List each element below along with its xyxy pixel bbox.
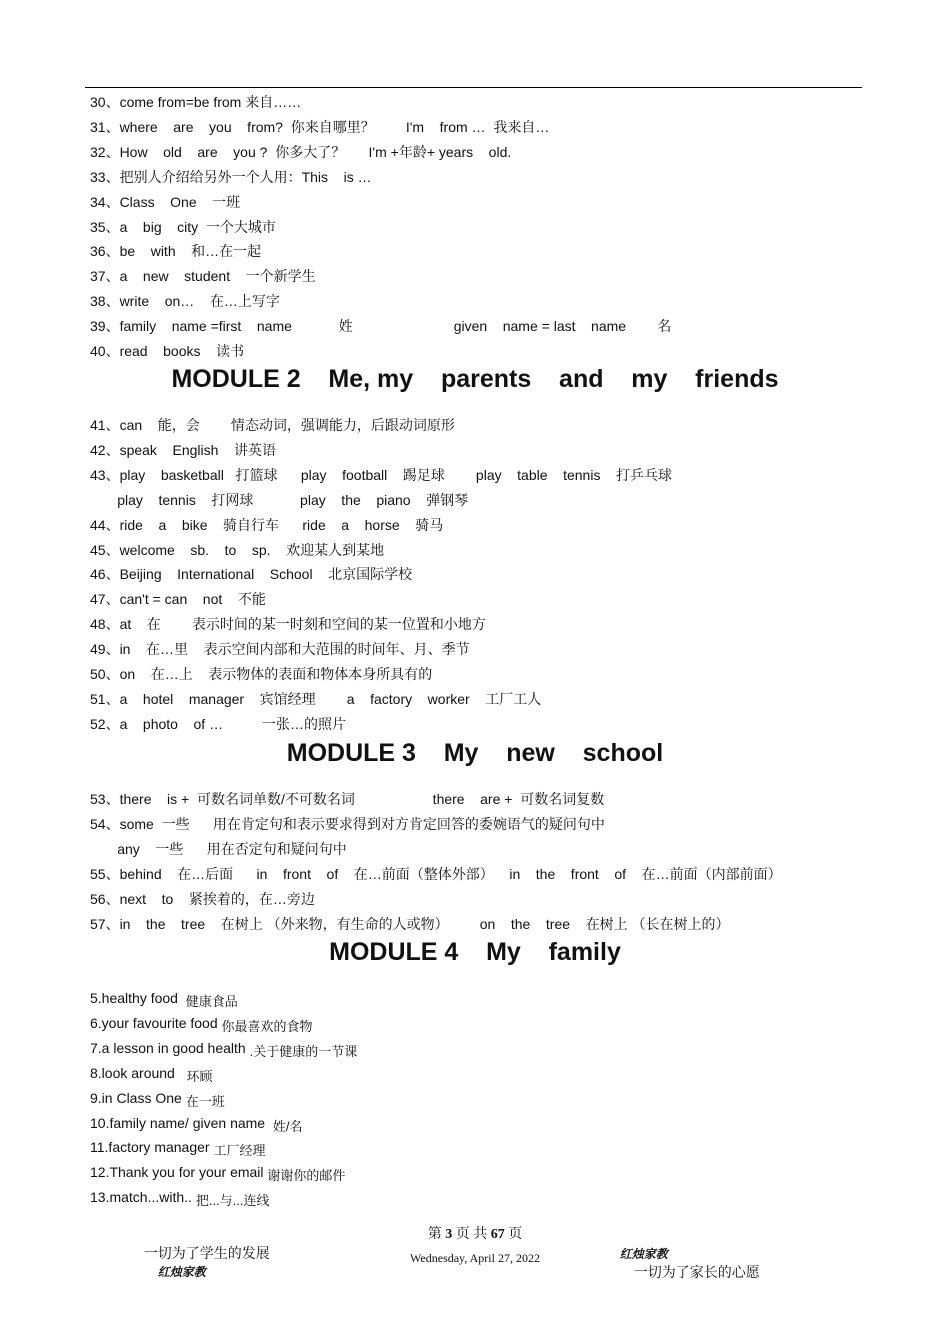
vocab-line: 32、How old are you ? 你多大了？ I'm +年龄+ years old. <box>90 143 512 160</box>
vocab-item <box>90 989 238 1008</box>
page-suffix: 页 <box>508 1227 523 1242</box>
vocab-line: 56、next to 紧挨着的，在…旁边 <box>90 890 315 907</box>
vocab-line: 31、where are you from? 你来自哪里？ I'm from … 我来自… <box>90 118 550 135</box>
vocab-line: 53、there is + 可数名词单数/不可数名词 there are + 可数名词复数 <box>90 791 605 807</box>
vocab-line: 33、把别人介绍给另外一个人用：This is … <box>90 168 372 185</box>
vocab-line: 42、speak English 讲英语 <box>90 441 276 458</box>
vocab-line: 39、family name =first name 姓 given name = last name 名 <box>90 318 672 335</box>
vocab-chinese: 健康食品 <box>185 994 238 1009</box>
vocab-line: 57、in the tree 在树上 （外来物，有生命的人或物） on the tree 在树上 （长在树上的） <box>90 915 730 932</box>
page-middle: 页 共 <box>455 1227 488 1242</box>
vocab-item <box>90 1064 213 1083</box>
vocab-line: 45、welcome sb. to sp. 欢迎某人到某地 <box>90 541 385 558</box>
vocab-line: 34、Class One 一班 <box>90 193 241 210</box>
vocab-line: 55、behind 在…后面 in front of 在…前面（整体外部） in the front of 在…前面（内部前面） <box>90 865 782 882</box>
vocab-chinese: 姓/名 <box>272 1118 303 1134</box>
footer-left-brand: 红烛家教 <box>157 1265 206 1279</box>
vocab-line: 51、a hotel manager 宾馆经理 a factory worker 工厂工人 <box>90 690 542 707</box>
vocab-item <box>90 1039 357 1058</box>
vocab-english: 9.in Class One <box>90 1089 186 1106</box>
vocab-line: 52、a photo of … 一张…的照片 <box>90 715 346 732</box>
vocab-line: 46、Beijing International School 北京国际学校 <box>90 566 413 583</box>
vocab-line: 47、can't = can not 不能 <box>90 591 266 608</box>
vocab-item <box>90 1188 270 1207</box>
vocab-english: 13.match...with.. <box>90 1189 196 1206</box>
vocab-line: play tennis 打网球 play the piano 弹钢琴 <box>90 491 469 508</box>
page-number: 3 <box>445 1227 453 1242</box>
module2-heading: MODULE 2 Me, my parents and my friends <box>171 365 779 393</box>
vocab-item <box>90 1114 303 1133</box>
vocab-line: 49、in 在…里 表示空间内部和大范围的时间年、月、季节 <box>90 641 470 658</box>
vocab-line: 41、can 能，会 情态动词，强调能力，后跟动词原形 <box>90 417 455 433</box>
vocab-line: 37、a new student 一个新学生 <box>90 268 316 285</box>
vocab-item <box>90 1089 225 1108</box>
vocab-english: 10.family name/ given name <box>90 1114 273 1131</box>
footer-left-slogan: 一切为了学生的发展 <box>143 1245 270 1261</box>
vocab-chinese: 环顾 <box>186 1068 213 1084</box>
vocab-line: 54、some 一些 用在肯定句和表示要求得到对方肯定回答的委婉语气的疑问句中 <box>90 815 605 832</box>
page-total: 67 <box>490 1227 505 1242</box>
vocab-line: 44、ride a bike 骑自行车 ride a horse 骑马 <box>90 516 444 533</box>
vocab-english: 12.Thank you for your email <box>90 1164 268 1181</box>
vocab-english: 5.healthy food <box>90 990 186 1006</box>
module3-heading: MODULE 3 My new school <box>286 739 664 767</box>
vocab-line: 40、read books 读书 <box>90 343 245 359</box>
vocab-item <box>90 1163 345 1182</box>
vocab-english: 11.factory manager <box>90 1139 214 1156</box>
footer-date: Wednesday, April 27, 2022 <box>410 1251 540 1265</box>
vocab-item <box>90 1014 313 1033</box>
footer-right-slogan: 一切为了家长的心愿 <box>633 1264 760 1280</box>
vocab-chinese: 把...与...连线 <box>195 1193 270 1209</box>
vocab-chinese: .关于健康的一节课 <box>249 1043 358 1059</box>
vocab-line: 30、come from=be from 来自…… <box>90 94 302 110</box>
vocab-line: 50、on 在…上 表示物体的表面和物体本身所具有的 <box>90 666 433 682</box>
vocab-english: 7.a lesson in good health <box>90 1039 250 1056</box>
vocab-line: 43、play basketball 打篮球 play football 踢足球 play table tennis 打乒乓球 <box>90 466 672 483</box>
vocab-chinese: 在一班 <box>185 1093 225 1109</box>
vocab-line: 38、write on… 在…上写字 <box>90 293 280 310</box>
page-number-info <box>0 1226 950 1244</box>
vocab-line: 36、be with 和…在一起 <box>90 243 262 260</box>
vocab-line: 48、at 在 表示时间的某一时刻和空间的某一位置和小地方 <box>90 616 486 633</box>
vocab-chinese: 工厂经理 <box>213 1143 266 1159</box>
vocab-chinese: 你最喜欢的食物 <box>221 1018 313 1034</box>
vocab-line: any 一些 用在否定句和疑问句中 <box>90 840 347 857</box>
module4-heading: MODULE 4 My family <box>329 938 621 966</box>
page-prefix: 第 <box>427 1227 442 1242</box>
vocab-item <box>90 1138 266 1157</box>
vocab-english: 6.your favourite food <box>90 1014 222 1031</box>
header-rule <box>85 87 862 88</box>
vocab-english: 8.look around <box>90 1064 187 1081</box>
vocab-chinese: 谢谢你的邮件 <box>267 1168 346 1184</box>
vocab-line: 35、a big city 一个大城市 <box>90 218 276 235</box>
footer-right-brand: 红烛家教 <box>619 1247 668 1261</box>
